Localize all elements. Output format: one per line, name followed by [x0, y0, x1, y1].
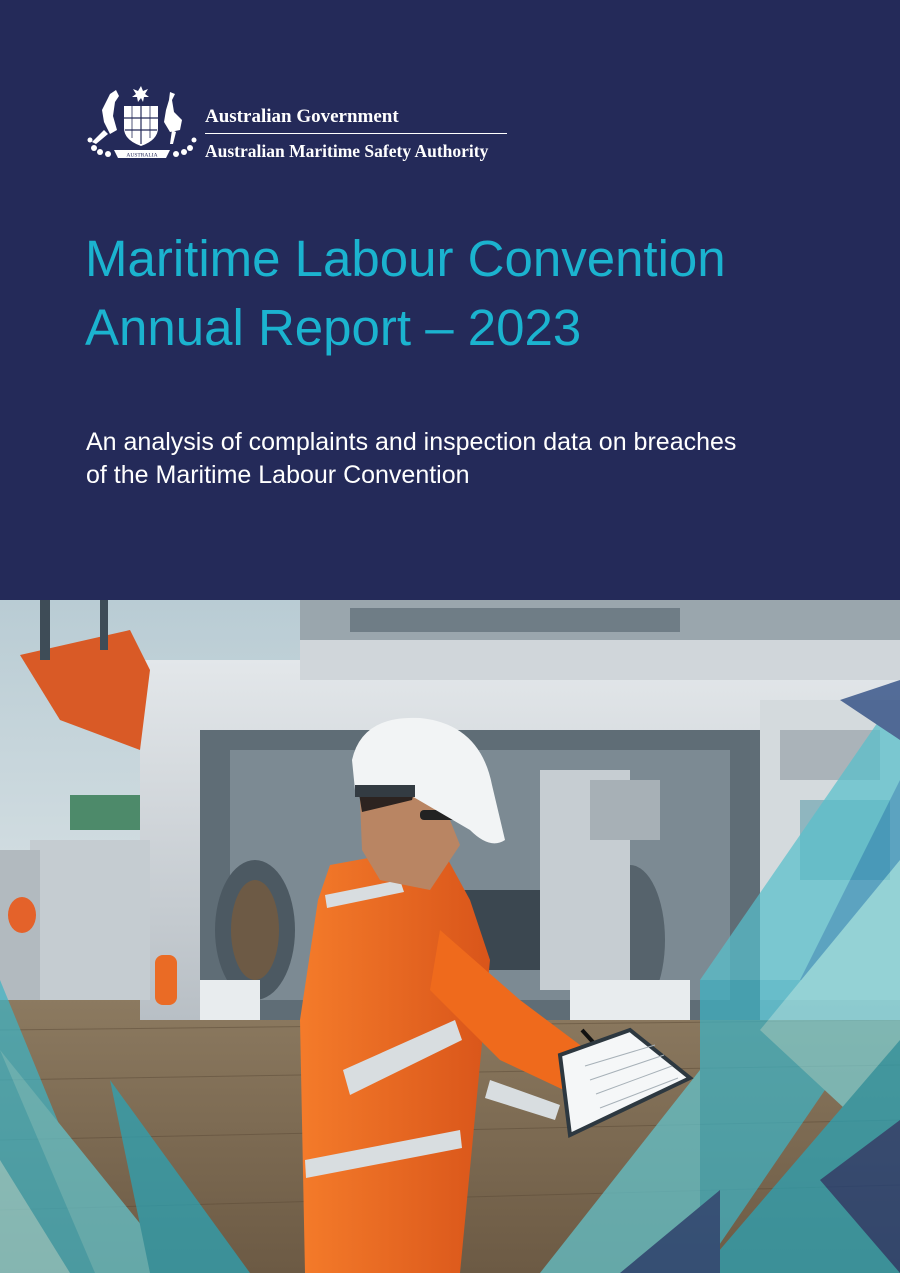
cover-photo	[0, 600, 900, 1273]
crest-motto: AUSTRALIA	[126, 152, 158, 159]
cover-header	[0, 0, 900, 600]
branding-divider	[205, 133, 507, 134]
government-branding	[205, 105, 507, 162]
report-subtitle-line1: An analysis of complaints and inspection data on breaches	[86, 428, 737, 456]
report-title-line2: Annual Report – 2023	[85, 299, 582, 356]
coat-of-arms-icon	[86, 86, 198, 166]
agency-name: Australian Maritime Safety Authority	[205, 141, 489, 161]
report-title-line1: Maritime Labour Convention	[85, 230, 726, 287]
report-title	[85, 224, 726, 362]
report-subtitle	[86, 426, 846, 492]
report-subtitle-line2: of the Maritime Labour Convention	[86, 461, 470, 489]
lifebuoy	[8, 897, 36, 933]
government-name: Australian Government	[205, 106, 399, 127]
